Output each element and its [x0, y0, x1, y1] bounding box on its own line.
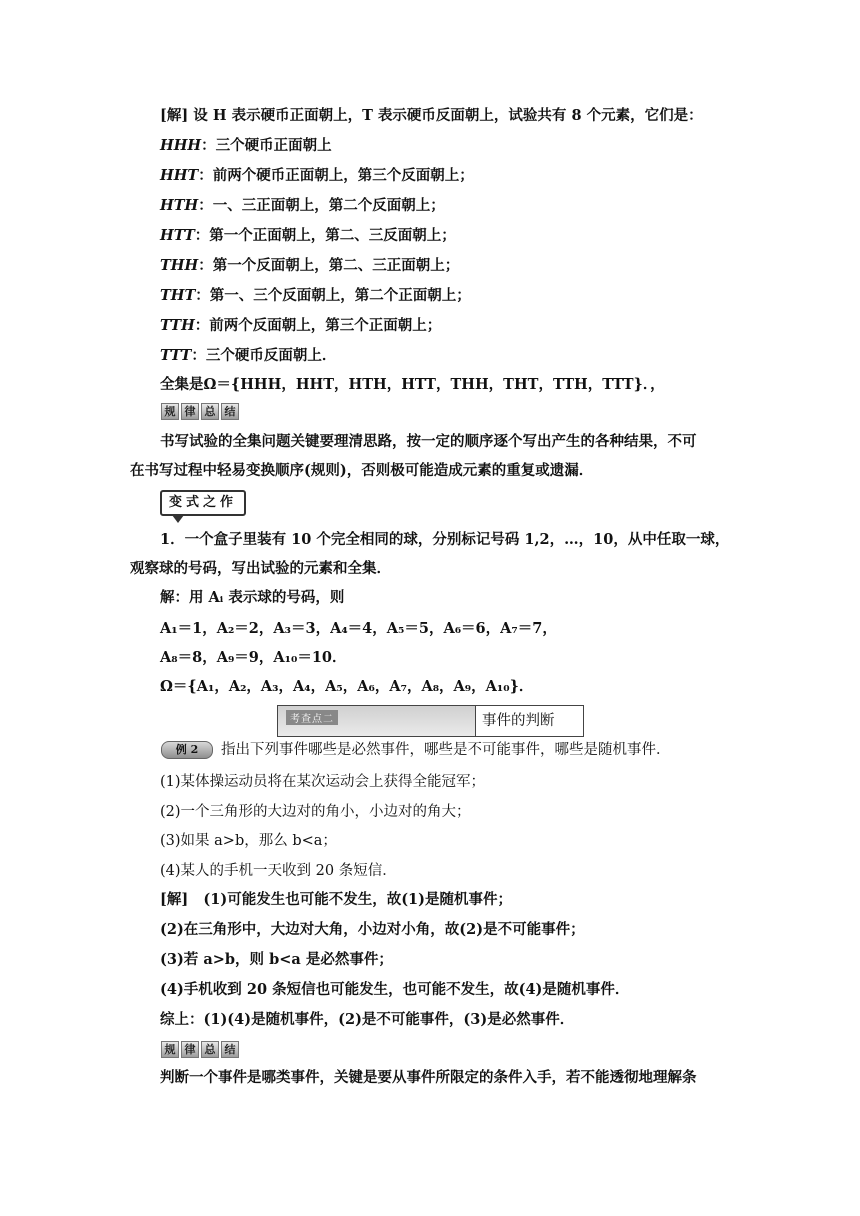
- element-desc: ：第一、三个反面朝上，第二个正面朝上；: [195, 287, 471, 304]
- variant-question: 观察球的号码，写出试验的元素和全集．: [130, 560, 391, 577]
- summary-badge: [161, 403, 239, 420]
- element-desc: ：前两个硬币正面朝上，第三个反面朝上；: [198, 167, 474, 184]
- summary-text: 判断一个事件是哪类事件，关键是要从事件所限定的条件入手，若不能透彻地理解条: [160, 1069, 697, 1086]
- example-badge: 例 2: [161, 741, 213, 759]
- element-item: [160, 136, 332, 156]
- topic-label-box: [278, 706, 476, 736]
- element-code: THT: [160, 287, 196, 304]
- element-item: [160, 226, 456, 246]
- element-code: HHH: [160, 137, 202, 154]
- badge-char: 总: [201, 403, 219, 420]
- element-desc: ：三个硬币正面朝上: [201, 137, 332, 154]
- solution2-line: 综上：(1)(4)是随机事件，(2)是不可能事件，(3)是必然事件．: [160, 1011, 575, 1028]
- variant-badge: 变式之作: [160, 490, 246, 516]
- element-item: [160, 166, 474, 186]
- element-item: [160, 286, 471, 306]
- variant-solution-line: A₁＝1，A₂＝2，A₃＝3，A₄＝4，A₅＝5，A₆＝6，A₇＝7，: [160, 620, 557, 637]
- example-prompt: 指出下列事件哪些是必然事件，哪些是不可能事件，哪些是随机事件．: [221, 742, 671, 758]
- solution2-line: (2)在三角形中，大边对大角，小边对小角，故(2)是不可能事件；: [160, 921, 585, 938]
- element-desc: ：第一个正面朝上，第二、三反面朝上；: [194, 227, 456, 244]
- badge-char: 律: [181, 1041, 199, 1058]
- solution-text: (1)可能发生也可能不发生，故(1)是随机事件；: [203, 891, 513, 908]
- element-code: HHT: [160, 167, 199, 184]
- element-desc: ：第一个反面朝上，第二、三正面朝上；: [198, 257, 460, 274]
- example-item: (1)某体操运动员将在某次运动会上获得全能冠军；: [160, 774, 486, 790]
- solution2-line: (3)若 a>b，则 b<a 是必然事件；: [160, 951, 393, 968]
- element-code: TTT: [160, 347, 192, 364]
- badge-char: 结: [221, 403, 239, 420]
- solution-head: [解]: [160, 891, 189, 908]
- variant-question: 1．一个盒子里装有 10 个完全相同的球，分别标记号码 1,2，…，10，从中任取一球，: [160, 531, 730, 548]
- badge-char: 规: [161, 1041, 179, 1058]
- example-item: (2)一个三角形的大边对的角小，小边对的角大；: [160, 804, 471, 820]
- badge-char: 总: [201, 1041, 219, 1058]
- badge-char: 结: [221, 1041, 239, 1058]
- summary-text: 书写试验的全集问题关键要理清思路，按一定的顺序逐个写出产生的各种结果，不可: [160, 433, 697, 450]
- element-item: [160, 256, 459, 276]
- topic-label: 考查点二: [286, 710, 338, 725]
- variant-solution-line: Ω＝{A₁，A₂，A₃，A₄，A₅，A₆，A₇，A₈，A₉，A₁₀}．: [160, 678, 534, 695]
- element-code: HTT: [160, 227, 195, 244]
- solution2-line: [160, 890, 512, 910]
- badge-char: 律: [181, 403, 199, 420]
- variant-solution-head: 解：用 Aᵢ 表示球的号码，则: [160, 589, 345, 606]
- element-code: HTH: [160, 197, 199, 214]
- solution2-line: (4)手机收到 20 条短信也可能发生，也可能不发生，故(4)是随机事件．: [160, 981, 630, 998]
- element-code: TTH: [160, 317, 195, 334]
- element-code: THH: [160, 257, 199, 274]
- variant-solution-line: A₈＝8，A₉＝9，A₁₀＝10．: [160, 649, 347, 666]
- solution1-intro: [160, 106, 703, 126]
- element-desc: ：一、三正面朝上，第二个反面朝上；: [198, 197, 445, 214]
- solution-head: [解]: [160, 107, 189, 124]
- fullset-line: 全集是Ω＝{HHH，HHT，HTH，HTT，THH，THT，TTH，TTT}．，: [160, 376, 665, 393]
- element-item: [160, 196, 445, 216]
- summary-text: 在书写过程中轻易变换顺序(规则)，否则极可能造成元素的重复或遗漏．: [130, 462, 594, 479]
- solution-intro-text: 设 H 表示硬币正面朝上，T 表示硬币反面朝上，试验共有 8 个元素，它们是：: [193, 107, 703, 124]
- element-item: [160, 316, 441, 336]
- example-item: (4)某人的手机一天收到 20 条短信．: [160, 863, 397, 879]
- summary-badge: [161, 1041, 239, 1058]
- badge-char: 规: [161, 403, 179, 420]
- example-item: (3)如果 a>b，那么 b<a；: [160, 833, 337, 849]
- element-desc: ：前两个反面朝上，第三个正面朝上；: [194, 317, 442, 334]
- element-item: [160, 346, 336, 366]
- topic-header: [277, 705, 584, 737]
- element-desc: ：三个硬币反面朝上．: [191, 347, 337, 364]
- topic-title: 事件的判断: [482, 713, 555, 729]
